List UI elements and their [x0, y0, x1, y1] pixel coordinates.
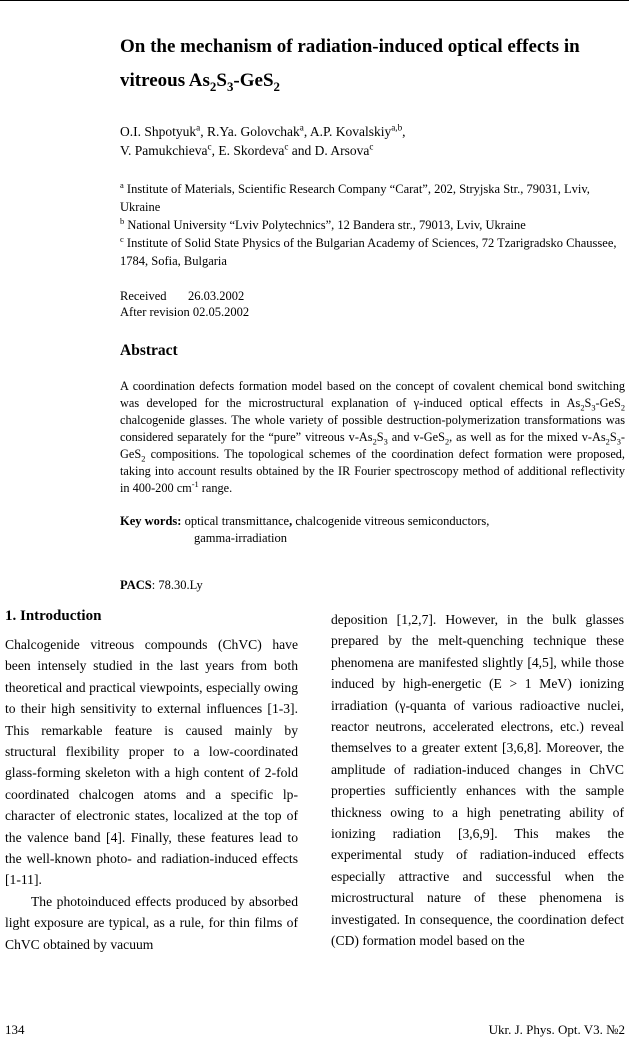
paragraph: Chalcogenide vitreous compounds (ChVC) have been intensely studied in the last years from both theoretical and practical viewpoints, especially owing to their high sensitivity to external influences [1-3]. This remarkable feature is caused mainly by structural flexibility proper to a low-coordinated glass-forming skeleton with a high content of 2-fold coordinated chalcogen atoms and a specific lp-character of electronic states, localized at the top of the valence band [4]. Finally, these features lead to the well-known photo- and radiation-induced effects [1-11].	[5, 637, 298, 888]
paragraph: deposition [1,2,7]. However, in the bulk glasses prepared by the melt-quenching technique these phenomena are manifested slightly [4,5], while those induced by high-energetic (E > 1 MeV) ionizing irradiation (γ-quanta of various radioactive nuclei, reactor neutrons, accelerated electrons, etc.) reveal themselves to a greater extent [3,6,8]. Moreover, the amplitude of radiation-induced changes in ChVC properties sufficiently enhances with the sample thickness owing to a high penetrating ability of ionizing radiation [3,6,9]. This makes the experimental study of radiation-induced effects especially attractive and successful when the microstructural nature of these phenomena is investigated. In consequence, the coordination defect (CD) formation model based on the	[331, 612, 624, 949]
revision-date: After revision 02.05.2002	[120, 305, 250, 319]
author-name: R.Ya. Golovchak	[206, 124, 300, 139]
author-name: E. Skordeva	[218, 143, 285, 158]
keywords-block	[120, 513, 620, 547]
keywords-line-2: gamma-irradiation	[194, 531, 288, 545]
keywords-line-1: Key words: optical transmittance, chalcogenide vitreous semiconductors,	[120, 514, 490, 528]
dates-block	[120, 288, 420, 320]
body-column-right	[331, 609, 624, 952]
paragraph: The photoinduced effects produced by absorbed light exposure are typical, as a rule, for thin films of ChVC obtained by vacuum	[5, 893, 298, 952]
affiliation-c: $^c$ Institute of Solid State Physics of the Bulgarian Academy of Sciences, 72 Tzarigradsko Chaussee, 1784, Sofia, Bulgaria	[120, 233, 617, 268]
author-list	[120, 122, 610, 160]
author-name: A.P. Kovalskiy	[309, 124, 392, 139]
author-name: O.I. Shpotyuk	[120, 124, 197, 139]
abstract-text: A coordination defects formation model based on the concept of covalent chemical bond switching was developed for the microstructural explanation of γ-induced optical effects in $As_2S_3-GeS_2$ chalcogenide glasses. The whole variety of possible destruction-polymerization transformations was considered separately for the “pure” vitreous $v-As_2S_3$ and v-GeS$_2$, as well as for the mixed $v-As_2S_3-GeS_2$ compositions. The topological schemes of the coordination defect formation were proposed, taking into account results obtained by the IR Fourier spectroscopy method of additional reflectivity in 400-200 $cm^{-1}$ range.	[120, 379, 625, 495]
top-rule	[0, 0, 629, 1]
section-heading-introduction: 1. Introduction	[5, 608, 102, 624]
affiliation-a: $^a$ Institute of Materials, Scientific Research Company “Carat”, 202, Stryjska Str., 79031, Lviv, Ukraine	[120, 179, 590, 214]
page-number: 134	[5, 1022, 25, 1037]
title-line-2: vitreous $As_2S_3-GeS_2$	[120, 70, 280, 94]
received-date: Received 26.03.2002	[120, 289, 245, 303]
author-name: V. Pamukchieva	[120, 143, 208, 158]
journal-reference: Ukr. J. Phys. Opt. V3. №2	[488, 1022, 625, 1037]
body-column-left	[5, 634, 298, 955]
title-line-1: On the mechanism of radiation-induced optical effects in	[120, 36, 580, 57]
affiliation-b: $^b$ National University “Lviv Polytechnics”, 12 Bandera str., 79013, Lviv, Ukraine	[120, 215, 526, 232]
keywords-label: Key words:	[120, 514, 182, 528]
abstract-heading: Abstract	[120, 342, 178, 359]
page-footer	[5, 1022, 625, 1038]
pacs-label: PACS	[120, 578, 152, 592]
author-line-2: V. Pamukchieva$^c$, E. Skordeva$^c$ and D. Arsova$^c$	[120, 141, 374, 158]
author-line-1: O.I. Shpotyuk$^a$, R.Ya. Golovchak$^a$, A.P. Kovalskiy$^{a,b}$,	[120, 122, 406, 139]
pacs-line: PACS: 78.30.Ly	[120, 578, 203, 592]
author-name: D. Arsova	[314, 143, 370, 158]
paper-title	[120, 30, 620, 98]
affiliations	[120, 180, 620, 270]
